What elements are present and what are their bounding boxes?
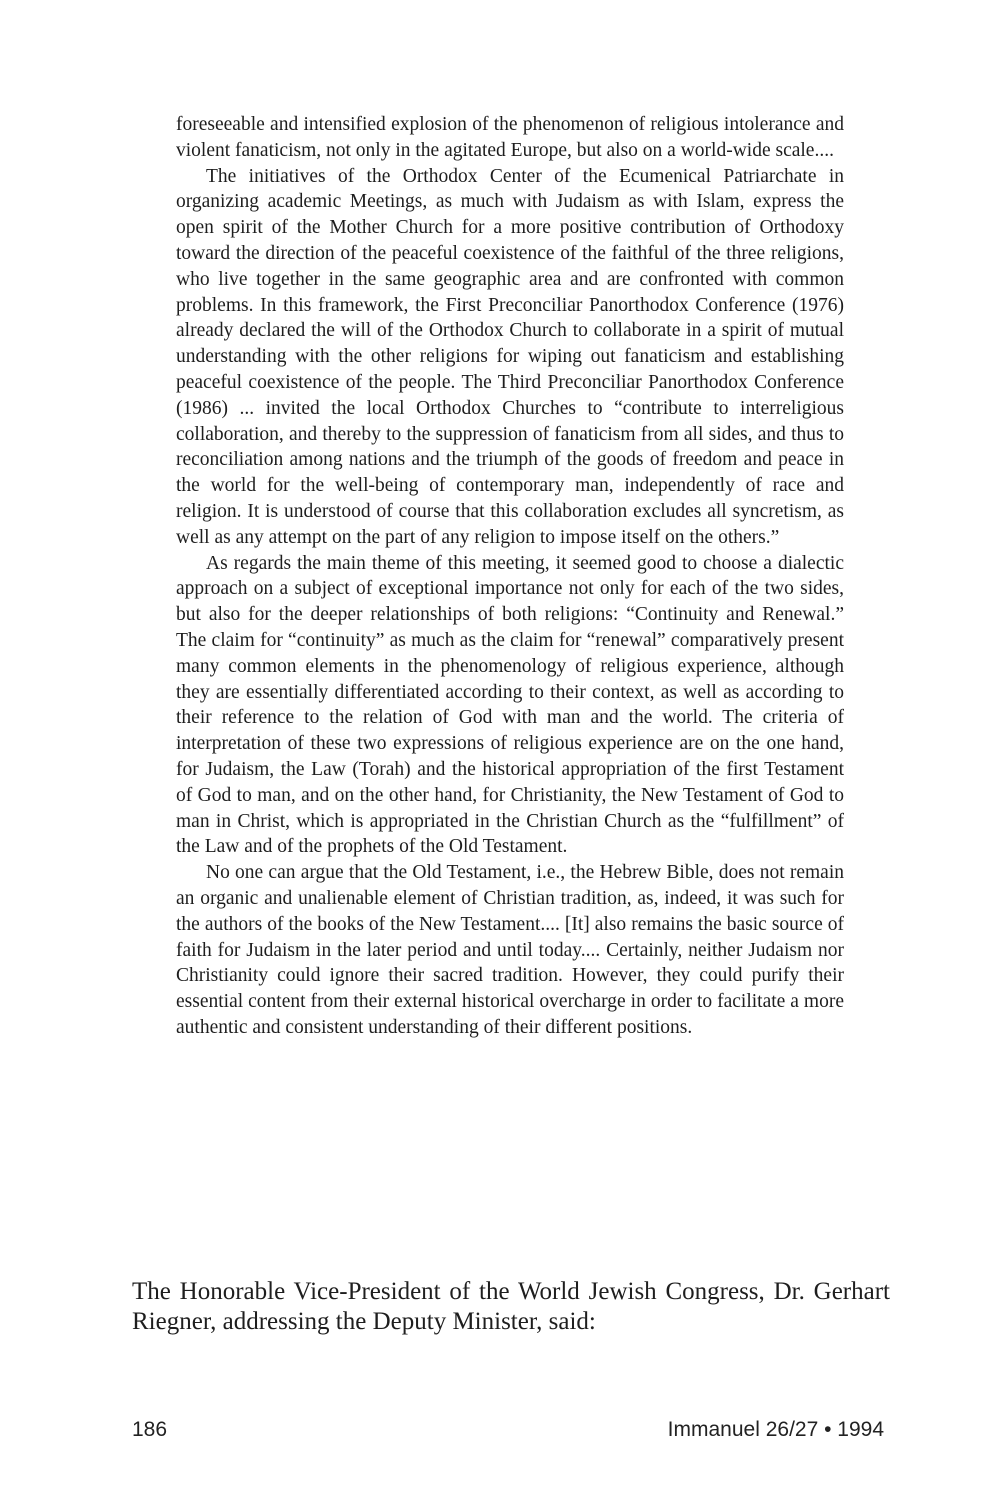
paragraph-old-testament: No one can argue that the Old Testament, i.e., the Hebrew Bible, does not remain an organic and unalienable element of Christian tradition, as, indeed, it was such for the authors of the books of the New Testament.... [It] also remains the basic source of faith for Judaism in the later period and until today.... Certainly, neither Judaism nor Christianity could ignore their sacred tradition. However, they could purify their essential content from their external historical overcharge in order to facilitate a more authentic and consistent understanding of their different positions. — [176, 862, 844, 1038]
paragraph-main-theme: As regards the main theme of this meeting, it seemed good to choose a dialectic approach on a subject of exceptional importance not only for each of the two sides, but also for the deeper relationships of both religions: “Continuity and Renewal.” The claim for “continuity” as much as the claim for “renewal” comparatively present many common elements in the phenomenology of religious experience, although they are essentially differentiated according to their context, as well as according to their reference to the relation of God with man and the world. The criteria of interpretation of these two expressions of religious experience are on the one hand, for Judaism, the Law (Torah) and the historical appropriation of the first Testament of God to man, and on the other hand, for Christianity, the New Testament of God to man in Christ, which is appropriated in the Christian Church as the “fulfillment” of the Law and of the prophets of the Old Testament. — [176, 552, 844, 858]
narration-paragraph: The Honorable Vice-President of the World Jewish Congress, Dr. Gerhart Riegner, addressing the Deputy Minister, said: — [132, 1278, 890, 1335]
paragraph-initiatives: The initiatives of the Orthodox Center of the Ecumenical Patriarchate in organizing academic Meetings, as much with Judaism as with Islam, express the open spirit of the Mother Church for a more positive contribution of Orthodoxy toward the direction of the peaceful coexistence of the faithful of the three religions, who live together in the same geographic area and are confronted with common problems. In this framework, the First Preconciliar Panorthodox Conference (1976) already declared the will of the Orthodox Church to collaborate in a spirit of mutual understanding with the other religions for wiping out fanaticism and establishing peaceful coexistence of the people. The Third Preconciliar Panorthodox Conference (1986) ... invited the local Orthodox Churches to “contribute to interreligious collaboration, and thereby to the suppression of fanaticism from all sides, and thus to reconciliation among nations and the triumph of the goods of freedom and peace in the world for the well-being of contemporary man, independently of race and religion. It is understood of course that this collaboration excludes all syncretism, as well as any attempt on the part of any religion to impose itself on the others.” — [176, 165, 844, 548]
paragraph-continuation: foreseeable and intensified explosion of the phenomenon of religious intolerance and violent fanaticism, not only in the agitated Europe, but also on a world-wide scale.... — [176, 114, 844, 161]
journal-citation: Immanuel 26/27 • 1994 — [667, 1418, 884, 1441]
quoted-address — [176, 112, 844, 1041]
page-number: 186 — [132, 1418, 168, 1441]
